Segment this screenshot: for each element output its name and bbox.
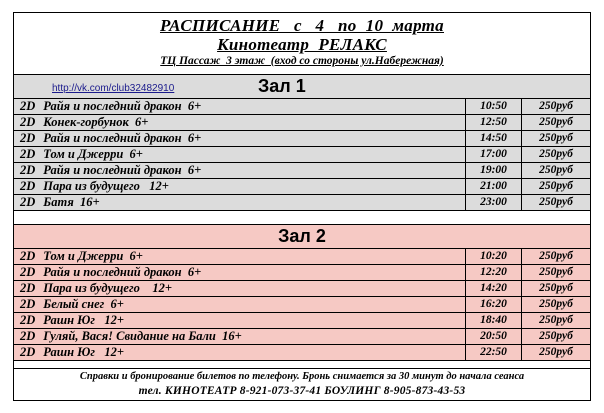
film-title: Том и Джерри 6+ (43, 249, 143, 263)
session-format: 2D (20, 281, 36, 295)
session-format: 2D (20, 99, 36, 113)
session-price: 250руб (539, 266, 573, 278)
film-cell (14, 297, 466, 312)
session-format: 2D (20, 329, 36, 343)
film-cell (14, 195, 466, 210)
schedule-poster (13, 12, 591, 401)
session-time: 20:50 (466, 329, 522, 344)
film-cell (14, 131, 466, 146)
session-row (14, 163, 590, 179)
film-cell (14, 249, 466, 264)
session-price: 250руб (539, 196, 573, 208)
film-cell (14, 313, 466, 328)
session-format: 2D (20, 265, 36, 279)
session-row (14, 195, 590, 211)
session-row (14, 281, 590, 297)
hall-2-table (14, 224, 590, 361)
schedule-title: РАСПИСАНИЕ с 4 по 10 марта (159, 16, 444, 35)
session-time: 10:20 (466, 249, 522, 264)
hall-1-header (14, 74, 590, 99)
session-row (14, 345, 590, 361)
session-row (14, 147, 590, 163)
session-price: 250руб (539, 330, 573, 342)
booking-info: Справки и бронирование билетов по телефону. Бронь снимается за 30 минут до начала сеанса (79, 371, 525, 382)
session-format: 2D (20, 297, 36, 311)
hall-2-header (14, 224, 590, 249)
film-title: Конек-горбунок 6+ (43, 115, 149, 129)
hall-1-sessions (14, 99, 590, 211)
vk-link[interactable]: http://vk.com/club32482910 (52, 83, 175, 94)
session-time: 21:00 (466, 179, 522, 194)
film-title: Райя и последний дракон 6+ (43, 131, 202, 145)
session-price: 250руб (539, 100, 573, 112)
session-price: 250руб (539, 314, 573, 326)
session-format: 2D (20, 147, 36, 161)
session-format: 2D (20, 249, 36, 263)
film-cell (14, 99, 466, 114)
session-price: 250руб (539, 180, 573, 192)
session-time: 22:50 (466, 345, 522, 360)
hall-2-sessions (14, 249, 590, 361)
film-title: Пара из будущего 12+ (43, 281, 172, 295)
session-row (14, 249, 590, 265)
session-format: 2D (20, 115, 36, 129)
session-time: 10:50 (466, 99, 522, 114)
film-title: Пара из будущего 12+ (43, 179, 169, 193)
film-cell (14, 281, 466, 296)
session-row (14, 131, 590, 147)
film-cell (14, 329, 466, 344)
session-row (14, 297, 590, 313)
poster-header (14, 13, 590, 74)
session-price: 250руб (539, 298, 573, 310)
film-title: Гуляй, Вася! Свидание на Бали 16+ (43, 329, 242, 343)
film-title: Райя и последний дракон 6+ (43, 265, 202, 279)
film-title: Райя и последний дракон 6+ (43, 99, 202, 113)
session-time: 17:00 (466, 147, 522, 162)
session-time: 12:50 (466, 115, 522, 130)
cinema-address: ТЦ Пассаж 3 этаж (вход со стороны ул.Набережная) (160, 55, 444, 67)
hall-2-title: Зал 2 (278, 226, 326, 246)
film-title: Том и Джерри 6+ (43, 147, 143, 161)
session-price: 250руб (539, 346, 573, 358)
film-title: Райя и последний дракон 6+ (43, 163, 202, 177)
session-format: 2D (20, 131, 36, 145)
session-time: 19:00 (466, 163, 522, 178)
film-title: Белый снег 6+ (43, 297, 124, 311)
session-price: 250руб (539, 250, 573, 262)
hall-1-table (14, 74, 590, 211)
session-price: 250руб (539, 282, 573, 294)
phone-numbers: тел. КИНОТЕАТР 8-921-073-37-41 БОУЛИНГ 8-905-873-43-53 (138, 385, 466, 397)
poster-footer (14, 368, 590, 400)
hall-1-title: Зал 1 (258, 76, 306, 96)
film-cell (14, 163, 466, 178)
session-row (14, 179, 590, 195)
session-time: 12:20 (466, 265, 522, 280)
session-format: 2D (20, 195, 36, 209)
session-time: 18:40 (466, 313, 522, 328)
session-time: 16:20 (466, 297, 522, 312)
session-format: 2D (20, 313, 36, 327)
film-cell (14, 147, 466, 162)
session-row (14, 265, 590, 281)
session-price: 250руб (539, 164, 573, 176)
session-row (14, 329, 590, 345)
film-cell (14, 115, 466, 130)
film-cell (14, 345, 466, 360)
session-row (14, 313, 590, 329)
film-cell (14, 265, 466, 280)
session-format: 2D (20, 345, 36, 359)
session-time: 14:50 (466, 131, 522, 146)
film-title: Рашн Юг 12+ (43, 345, 124, 359)
session-price: 250руб (539, 148, 573, 160)
session-price: 250руб (539, 116, 573, 128)
session-time: 14:20 (466, 281, 522, 296)
session-format: 2D (20, 179, 36, 193)
session-row (14, 115, 590, 131)
session-row (14, 99, 590, 115)
session-format: 2D (20, 163, 36, 177)
film-cell (14, 179, 466, 194)
session-time: 23:00 (466, 195, 522, 210)
film-title: Батя 16+ (43, 195, 100, 209)
session-price: 250руб (539, 132, 573, 144)
film-title: Рашн Юг 12+ (43, 313, 124, 327)
cinema-name: Кинотеатр РЕЛАКС (217, 35, 387, 54)
